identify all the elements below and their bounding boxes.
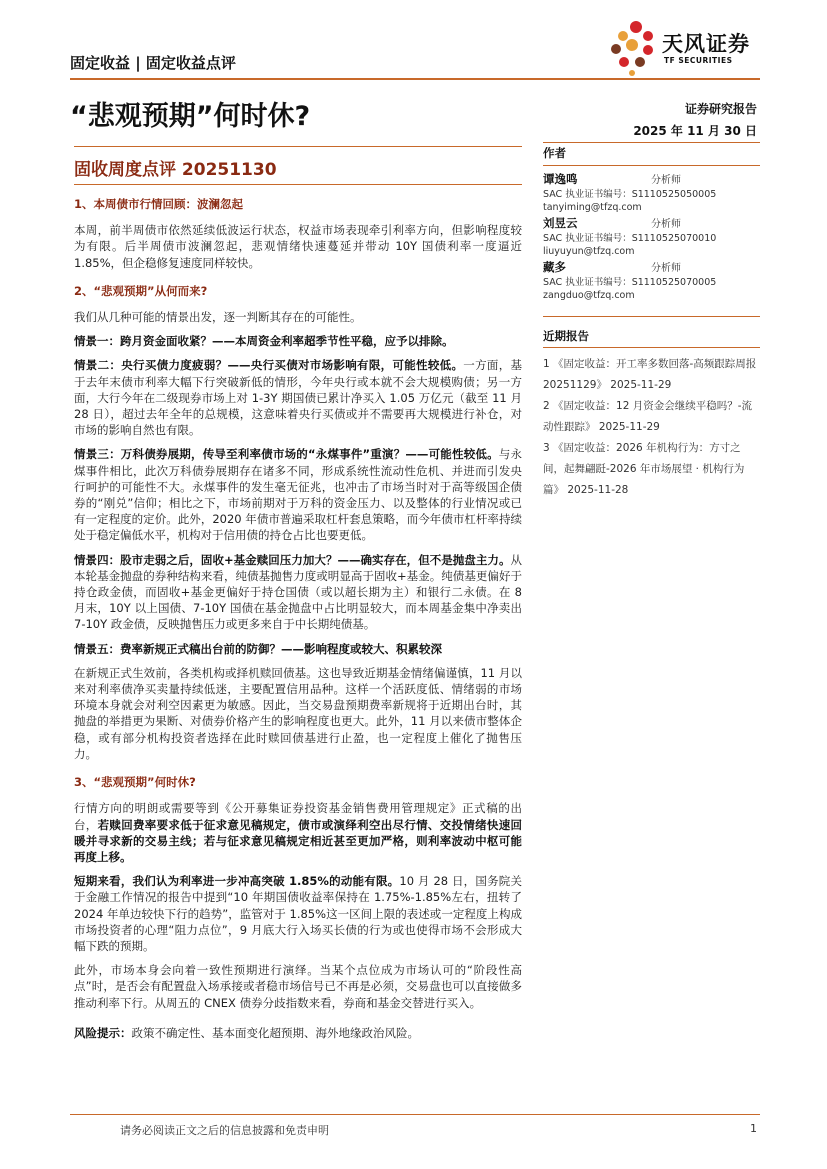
section-3-heading: 3、“悲观预期”何时休? xyxy=(74,775,196,790)
section-2-intro: 我们从几种可能的情景出发，逐一判断其存在的可能性。 xyxy=(74,310,362,325)
section-1-paragraph: 本周，前半周债市依然延续低波运行状态，权益市场表现牵引利率方向，但影响程度较为有限。后半周债市波澜忽起，悲观情绪快速蔓延并带动 10Y 国债利率一度逼近 1.85%，但企稳修复速度同样较快。 xyxy=(74,223,522,270)
section-1-heading: 1、本周债市行情回顾：波澜忽起 xyxy=(74,197,243,211)
author-email[interactable]: tanyiming@tfzq.com xyxy=(543,202,642,213)
sidebar-top-divider xyxy=(543,142,760,143)
scenario-2 xyxy=(74,357,522,438)
author-card xyxy=(543,260,760,302)
scenario-3-text: 与永煤事件相比，此次万科债券展期存在诸多不同，形成系统性流动性危机、并进而引发央行呵护的可能性不大。永煤事件的发生毫无征兆，也冲击了市场当时对于高等级国企债券的“刚兑”信仰；相比之下，市场前期对于万科的资金压力、以及整体的行业情况或已有一定程度的定价。此外，2020 年债市普遍采取杠杆套息策略，而今年债市杠杆率持续处于稳定偏低水平，机构对于信用债的持仓占比也要更低。 xyxy=(74,447,522,543)
scenario-3-bold: 情景三：万科债券展期，传导至利率债市场的“永煤事件”重演？——可能性较低。 xyxy=(74,447,499,462)
author-role: 分析师 xyxy=(651,175,681,186)
scenario-4 xyxy=(74,552,522,633)
scenario-4-text: 从本轮基金抛盘的券种结构来看，纯债基抛售力度或明显高于固收+基金。纯债基更偏好于持仓政金债，而固收+基金更偏好于持仓国债（或以超长期为主）和银行二永债。在 8 月末，10Y 以上国债、7-10Y 国债在基金抛盘中占比明显较大，而本周基金集中净卖出 7-10Y 政金债，反映抛售压力或更多来自于中长期纯债基。 xyxy=(74,552,522,632)
risk-warning xyxy=(74,1025,522,1041)
subtitle-divider xyxy=(74,184,522,185)
authors-divider xyxy=(543,165,760,166)
author-cert: SAC 执业证书编号：S1110525050005 xyxy=(543,189,717,200)
recent-divider xyxy=(543,347,760,348)
logo-mark-icon xyxy=(610,18,660,76)
logo-cn-text: 天风证券 xyxy=(662,32,750,56)
section-3-p1-text: 行情方向的明朗或需要等到《公开募集证券投资基金销售费用管理规定》正式稿的出台， xyxy=(74,801,522,832)
risk-text: 政策不确定性、基本面变化超预期、海外地缘政治风险。 xyxy=(131,1025,419,1040)
scenario-1 xyxy=(74,333,522,349)
section-3-p1-bold: 若赎回费率要求低于征求意见稿规定，债市或演绎利空出尽行情、交投情绪快速回暖并寻求新的交易主线；若与征求意见稿规定相近甚至更加严格，则利率波动中枢可能再度上移。 xyxy=(74,817,523,864)
tf-securities-logo xyxy=(610,18,760,76)
recent-report-item[interactable]: 3 《固定收益：2026 年机构行为：方寸之间，起舞翩跹-2026 年市场展望 · 机构行为篇》 2025-11-28 xyxy=(543,442,745,496)
section-3-paragraph-1 xyxy=(74,800,522,865)
author-name: 藏多 xyxy=(543,260,566,274)
section-2-heading: 2、“悲观预期”从何而来? xyxy=(74,283,208,298)
scenario-5-text: 在新规正式生效前，各类机构或择机赎回债基。这也导致近期基金情绪偏谨慎，11 月以来对利率债净买卖量持续低迷，主要配置信用品种。这样一个活跃度低、情绪弱的市场环境本身就会对利空因素更为敏感。因此，当交易盘预期费率新规将于近期出台时，其抛盘的举措更为果断、对债券价格产生的影响程度也更大。此外，11 月以来债市整体企稳，或有部分机构投资者选择在此时赎回债基进行止盈，也一定程度上催化了抛售压力。 xyxy=(74,665,522,761)
main-content xyxy=(74,196,522,1049)
section-3-p2-bold: 短期来看，我们认为利率进一步冲高突破 1.85%的动能有限。 xyxy=(74,874,400,889)
scenario-3 xyxy=(74,446,522,543)
section-3-paragraph-3: 此外，市场本身会向着一致性预期进行演绎。当某个点位成为市场认可的“阶段性高点”时，是否会有配置盘入场承接或者稳市场信号已不再是必须，交易盘也可以直接做多推动利率下行。从周五的 CNEX 债券分歧指数来看，券商和基金交替进行买入。 xyxy=(74,963,522,1010)
scenario-2-text: 一方面，基于去年末债市利率大幅下行突破新低的情形，今年央行或本就不会大规模购债；另一方面，大行今年在二级现券市场上对 1-3Y 期国债已累计净买入 1.05 万亿元（截至 11 月 28 日），超过去年全年的总规模，这意味着央行买债或并不需要再大规模进行补仓，对市场的影响自然也有限。 xyxy=(74,358,523,438)
scenario-5-heading xyxy=(74,641,522,657)
author-name: 刘昱云 xyxy=(543,216,578,230)
author-role: 分析师 xyxy=(651,263,681,274)
author-email[interactable]: liuyuyun@tfzq.com xyxy=(543,246,635,257)
logo-en-text: TF SECURITIES xyxy=(664,56,733,65)
recent-reports-heading: 近期报告 xyxy=(543,329,589,343)
scenario-2-bold: 情景二：央行买债力度疲弱？——央行买债对市场影响有限，可能性较低。 xyxy=(74,358,464,373)
author-email[interactable]: zangduo@tfzq.com xyxy=(543,290,635,301)
author-card xyxy=(543,216,760,258)
recent-report-item[interactable]: 1 《固定收益：开工率多数回落-高频跟踪周报 20251129》 2025-11-29 xyxy=(543,358,757,391)
title-divider xyxy=(74,146,522,147)
section-3-p2-text: 10 月 28 日，国务院关于金融工作情况的报告中提到“10 年期国债收益率保持在 1.75%-1.85%左右，扭转了 2024 年单边较快下行的趋势”，监管对于 1.85%这一区间上限的表述或一定程度上构成市场投资者的心理“阻力点位”，9 月底大行入场买长债的行为或也使得市场不会形成大幅下跌的预期。 xyxy=(74,874,522,953)
author-cert: SAC 执业证书编号：S1110525070005 xyxy=(543,277,717,288)
scenario-4-bold: 情景四：股市走弱之后，固收+基金赎回压力加大？——确实存在，但不是抛盘主力。 xyxy=(74,552,511,567)
scenario-5-bold: 情景五：费率新规正式稿出台前的防御？——影响程度或较大、积累较深 xyxy=(74,641,442,656)
report-type: 证券研究报告 xyxy=(684,102,757,116)
sidebar xyxy=(543,146,760,501)
author-name: 谭逸鸣 xyxy=(543,172,578,186)
recent-top-divider xyxy=(543,316,760,317)
authors-heading: 作者 xyxy=(543,146,566,160)
scenario-1-bold: 情景一：跨月资金面收紧？——本周资金利率超季节性平稳，应予以排除。 xyxy=(74,334,454,349)
report-category: 固定收益 | 固定收益点评 xyxy=(70,54,236,72)
author-role: 分析师 xyxy=(651,219,681,230)
section-3-paragraph-2 xyxy=(74,873,522,954)
footer-disclaimer: 请务必阅读正文之后的信息披露和免责申明 xyxy=(120,1124,329,1137)
recent-report-item[interactable]: 2 《固定收益：12 月资金会继续平稳吗？-流动性跟踪》 2025-11-29 xyxy=(543,400,753,433)
risk-label: 风险提示： xyxy=(74,1025,132,1040)
report-subtitle: 固收周度点评 20251130 xyxy=(74,160,277,180)
header-divider xyxy=(70,78,760,80)
page-number: 1 xyxy=(750,1122,757,1135)
footer-divider xyxy=(70,1114,760,1115)
author-card xyxy=(543,172,760,214)
report-title: “悲观预期”何时休? xyxy=(70,101,311,132)
author-cert: SAC 执业证书编号：S1110525070010 xyxy=(543,233,717,244)
report-date: 2025 年 11 月 30 日 xyxy=(633,124,757,138)
